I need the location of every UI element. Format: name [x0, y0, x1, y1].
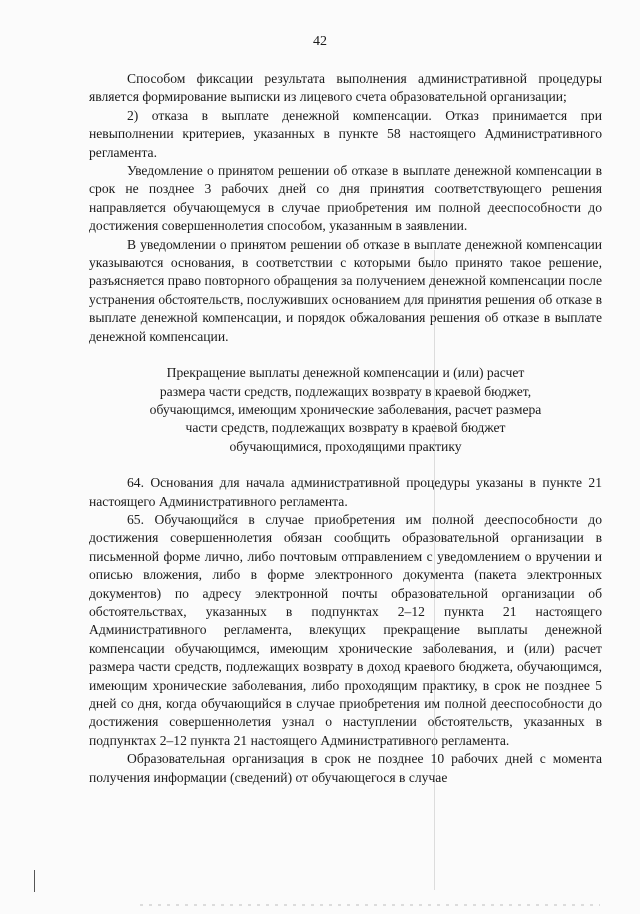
paragraph-refusal: 2) отказа в выплате денежной компенсации. Отказ принимается при невыполнении критериев, указанных в пункте 58 настоящего Административного регламента.: [89, 107, 602, 160]
document-body: [89, 70, 602, 787]
paragraph-64: 64. Основания для начала административной процедуры указаны в пункте 21 настоящего Административного регламента.: [89, 475, 602, 509]
paragraph-organization-deadline: Образовательная организация в срок не позднее 10 рабочих дней с момента получения информации (сведений) от обучающегося в случае: [89, 751, 602, 785]
heading-line: размера части средств, подлежащих возврату в краевой бюджет,: [159, 383, 532, 399]
heading-line: обучающимися, проходящими практику: [229, 438, 462, 454]
paragraph-notification: Уведомление о принятом решении об отказе в выплате денежной компенсации в срок не позднее 3 рабочих дней со дня принятия соответствующего решения направляется обучающемуся в случае приобретения им полной дееспособности до достижения совершеннолетия способом, указанным в заявлении.: [89, 163, 602, 234]
scan-artifact-dots: [140, 904, 600, 906]
scan-artifact-mark: [34, 870, 35, 892]
heading-line: части средств, подлежащих возврату в краевой бюджет: [185, 420, 506, 436]
paragraph-65: 65. Обучающийся в случае приобретения им полной дееспособности до достижения совершеннолетия обязан сообщить образовательной организации в письменной форме лично, либо почтовым отправлением с уведомлением о вручении и описью вложения, либо в форме электронного документа (пакета электронных документов) по адресу электронной почты образовательной организации об обстоятельствах, указанных в подпунктах 2–12 пункта 21 настоящего Административного регламента, влекущих прекращение выплаты денежной компенсации обучающимся, имеющим хронические заболевания, и (или) расчет размера части средств, подлежащих возврату в доход краевого бюджета, обучающимся, имеющим хронические заболевания, либо проходящим практику, в срок не позднее 5 дней со дня, когда обучающийся в случае приобретения им полной дееспособности до достижения совершеннолетия узнал о наступлении обстоятельств, указанных в подпунктах 2–12 пункта 21 настоящего Административного регламента.: [89, 511, 602, 748]
page-number: 42: [313, 34, 327, 49]
heading-line: Прекращение выплаты денежной компенсации и (или) расчет: [166, 365, 525, 381]
paragraph-notification-content: В уведомлении о принятом решении об отказе в выплате денежной компенсации указываются основания, в соответствии с которыми было принято такое решение, разъясняется право повторного обращения за получением денежной компенсации после устранения обстоятельств, послуживших основанием для принятия решения об отказе в выплате денежной компенсации, и порядок обжалования решения об отказе в выплате денежной компенсации.: [89, 236, 602, 344]
paragraph-fixation: Способом фиксации результата выполнения административной процедуры является формирование выписки из лицевого счета образовательной организации;: [89, 71, 602, 105]
section-heading: [89, 364, 602, 456]
heading-line: обучающимся, имеющим хронические заболевания, расчет размера: [149, 401, 542, 417]
